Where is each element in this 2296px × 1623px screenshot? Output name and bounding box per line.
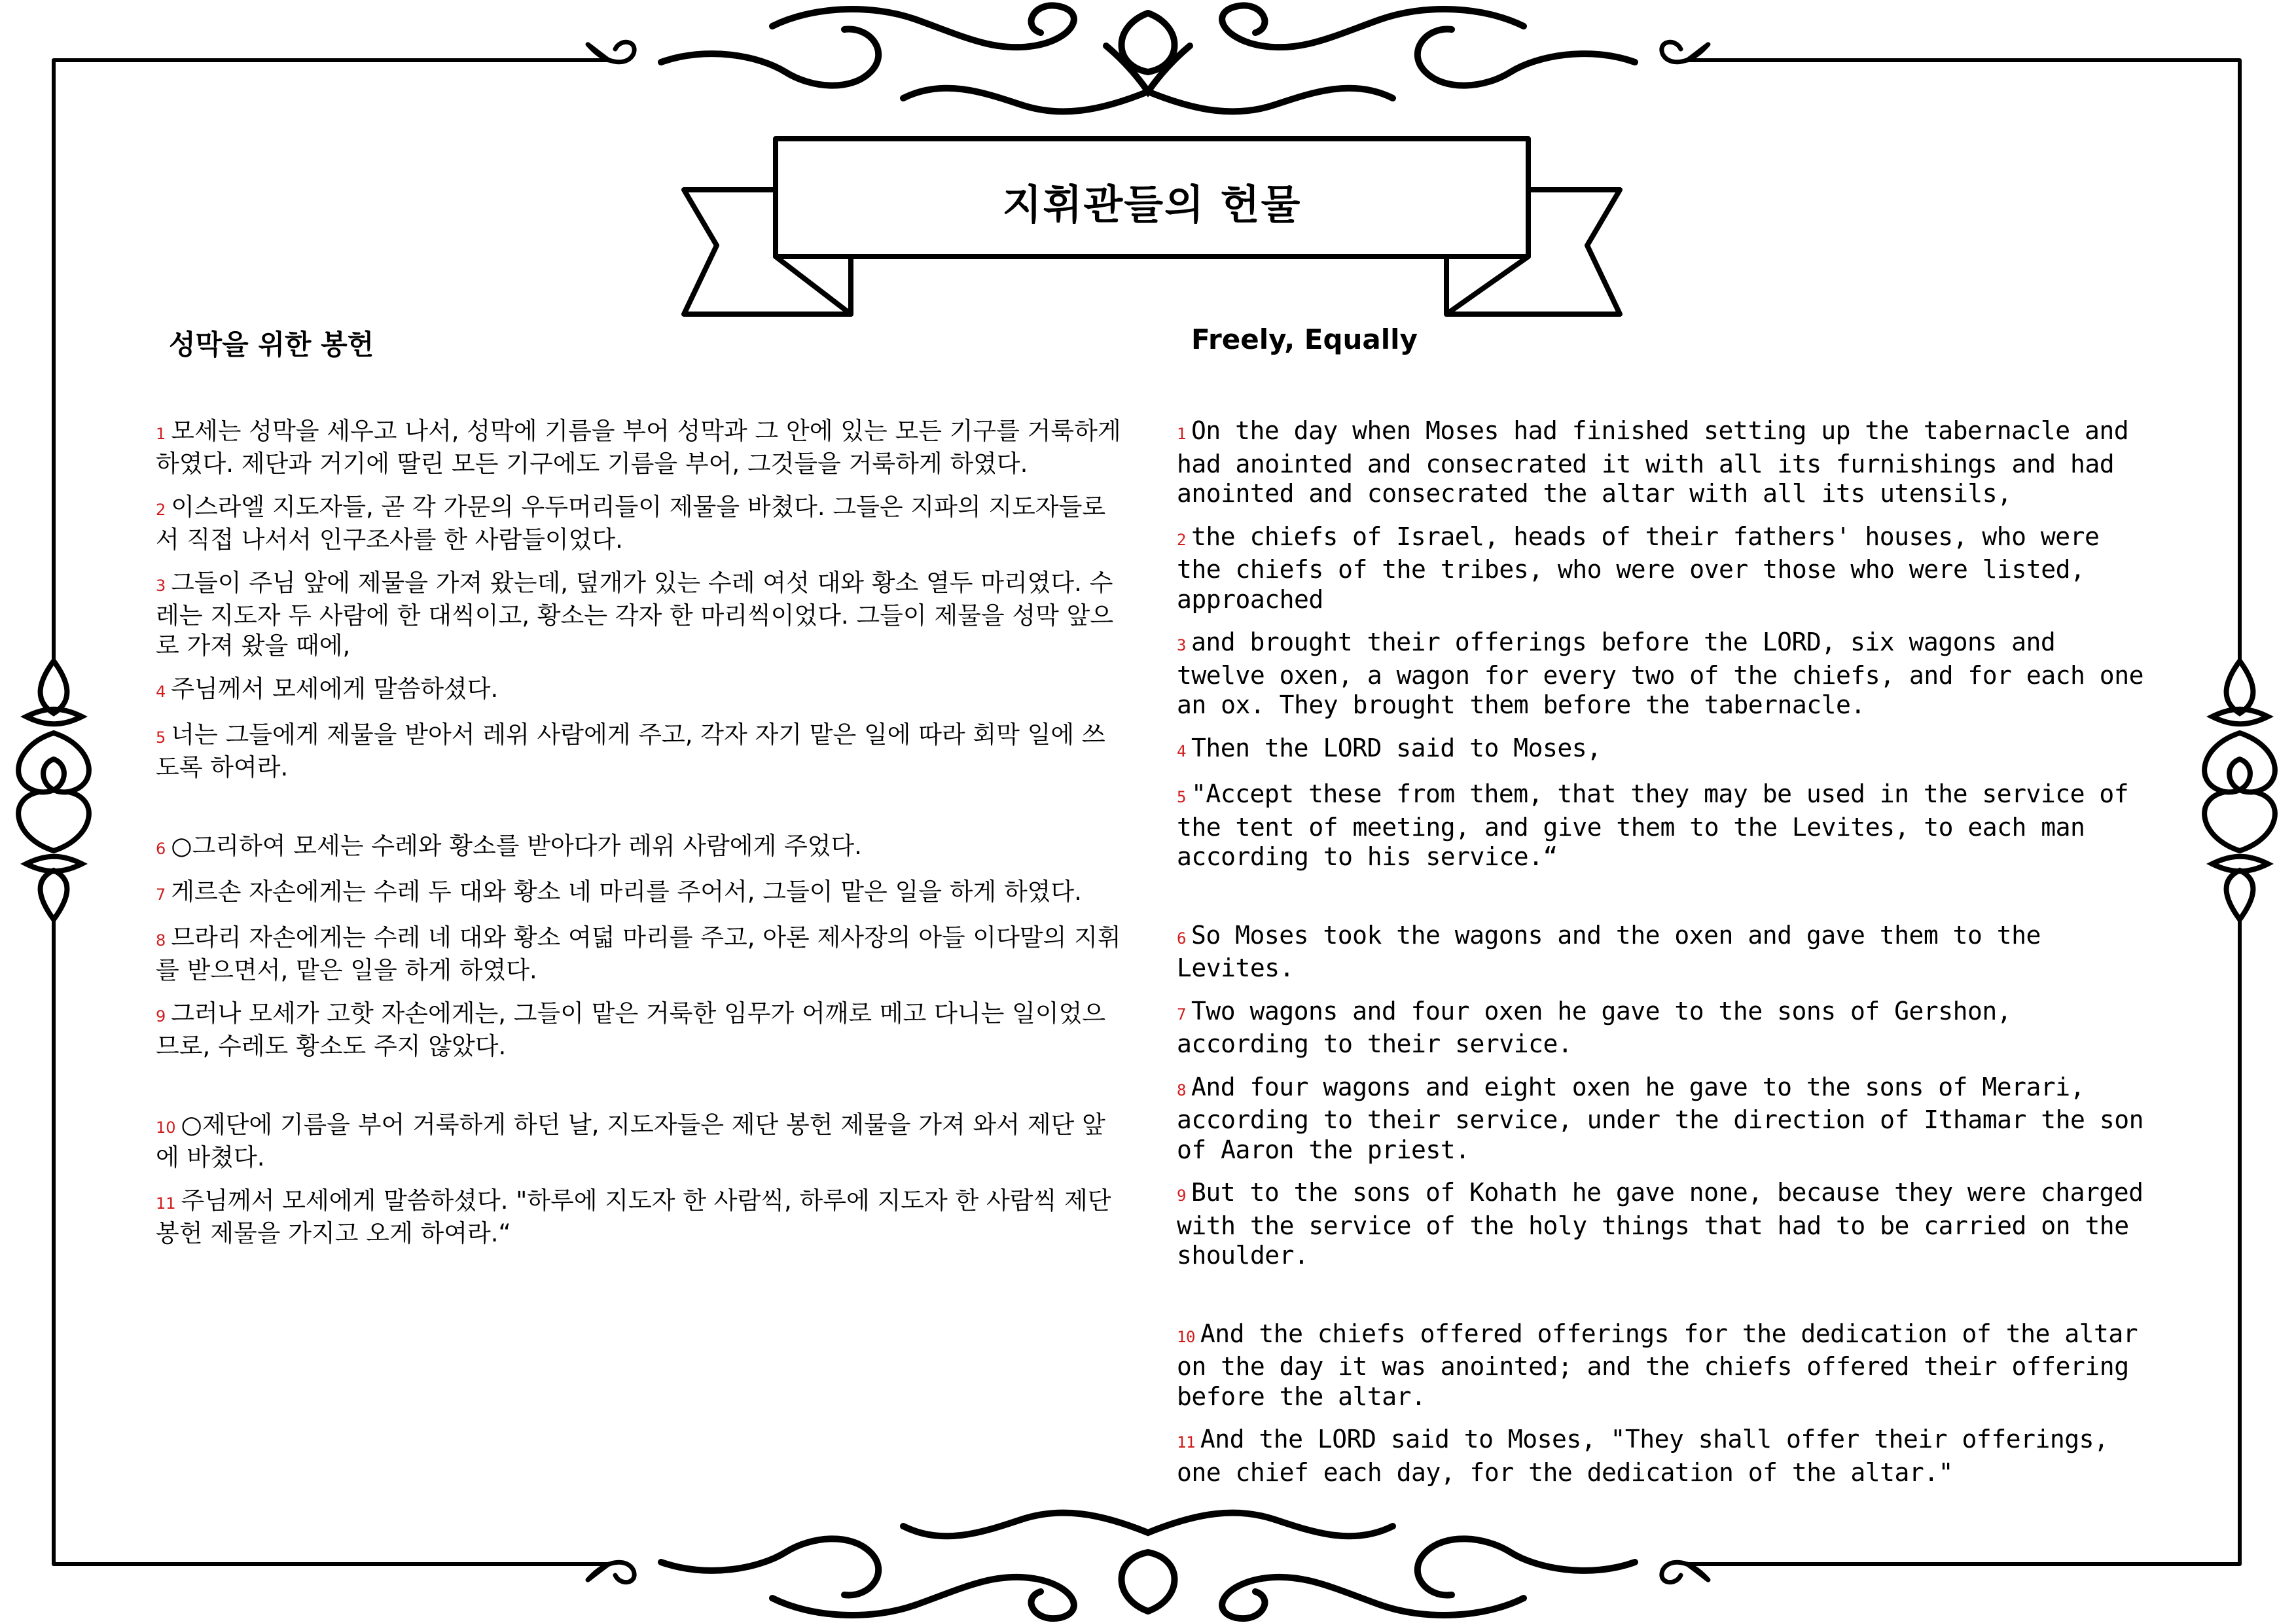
verse-text: 모세는 성막을 세우고 나서, 성막에 기름을 부어 성막과 그 안에 있는 모든 기구를 거룩하게 하였다. 제단과 거기에 딸린 모든 기구에도 기름을 부어, 그것들을 거룩하게 하였다.	[156, 417, 1121, 478]
verse-number: 6	[156, 840, 166, 858]
verse-text: 주님께서 모세에게 말씀하셨다. "하루에 지도자 한 사람씩, 하루에 지도자 한 사람씩 제단 봉헌 제물을 가지고 오게 하여라.“	[156, 1186, 1111, 1247]
english-heading: Freely, Equally	[1191, 323, 1418, 355]
verse-number: 3	[1177, 636, 1186, 654]
verse	[1177, 734, 2145, 767]
verse-text: 주님께서 모세에게 말씀하셨다.	[171, 675, 499, 703]
verse-number: 8	[156, 931, 166, 950]
english-column	[1177, 416, 2145, 1501]
left-side-ornament	[18, 661, 89, 919]
verse-number: 9	[1177, 1186, 1186, 1205]
verse-text: On the day when Moses had finished setting up the tabernacle and had anointed and consecrated it with all its furnishings and had anointed and consecrated the altar with all its utensils,	[1177, 416, 2129, 508]
verse	[156, 923, 1124, 986]
verse-text: So Moses took the wagons and the oxen and gave them to the Levites.	[1177, 920, 2041, 982]
verse	[156, 877, 1124, 910]
verse-text: 므라리 자손에게는 수레 네 대와 황소 여덟 마리를 주고, 아론 제사장의 아들 이다말의 지휘를 받으면서, 맡은 일을 하게 하였다.	[156, 923, 1121, 984]
verse-text: And the chiefs offered offerings for the dedication of the altar on the day it was anointed; and the chiefs offered their offering before the altar.	[1177, 1319, 2138, 1411]
verse-text: 이스라엘 지도자들, 곧 각 가문의 우두머리들이 제물을 바쳤다. 그들은 지파의 지도자들로서 직접 나서서 인구조사를 한 사람들이었다.	[156, 493, 1106, 554]
verse-number: 4	[1177, 741, 1186, 760]
verse-text: Then the LORD said to Moses,	[1191, 733, 1602, 762]
verse-number: 5	[156, 728, 166, 747]
verse	[156, 416, 1124, 479]
verse-number: 7	[1177, 1005, 1186, 1024]
bottom-ornament	[588, 1513, 1708, 1619]
verse	[1177, 1073, 2145, 1166]
verse-number: 6	[1177, 929, 1186, 948]
verse	[156, 720, 1124, 783]
verse-number: 9	[156, 1007, 166, 1026]
verse	[1177, 522, 2145, 615]
korean-heading: 성막을 위한 봉헌	[169, 329, 374, 361]
verse-text: and brought their offerings before the LORD, six wagons and twelve oxen, a wagon for every two of the chiefs, and for each one an ox. They brought them before the tabernacle.	[1177, 628, 2144, 719]
verse-text: 게르손 자손에게는 수레 두 대와 황소 네 마리를 주어서, 그들이 맡은 일을 하게 하였다.	[171, 878, 1082, 906]
verse	[1177, 628, 2145, 721]
verse-text: ○제단에 기름을 부어 거룩하게 하던 날, 지도자들은 제단 봉헌 제물을 가져 와서 제단 앞에 바쳤다.	[156, 1111, 1105, 1171]
verse-number: 2	[156, 501, 166, 519]
verse-text: But to the sons of Kohath he gave none, because they were charged with the service of the holy things that had to be carried on the shoulder.	[1177, 1178, 2144, 1270]
verse-text: And four wagons and eight oxen he gave to the sons of Merari, according to their service, under the direction of Ithamar the son of Aaron the priest.	[1177, 1072, 2144, 1164]
verse-text: 그러나 모세가 고핫 자손에게는, 그들이 맡은 거룩한 임무가 어깨로 메고 다니는 일이었으므로, 수레도 황소도 주지 않았다.	[156, 999, 1106, 1060]
verse	[156, 568, 1124, 661]
verse-number: 2	[1177, 530, 1186, 549]
verse-number: 3	[156, 577, 166, 595]
verse-number: 7	[156, 885, 166, 904]
verse	[1177, 921, 2145, 984]
verse	[1177, 1425, 2145, 1488]
verse	[1177, 1319, 2145, 1412]
verse	[156, 999, 1124, 1061]
verse-number: 10	[156, 1118, 176, 1137]
korean-column	[156, 416, 1124, 1262]
verse-number: 1	[1177, 425, 1186, 443]
verse	[156, 1186, 1124, 1249]
page-title: 지휘관들의 헌물	[1002, 180, 1302, 228]
verse-number: 4	[156, 683, 166, 701]
verse	[156, 674, 1124, 707]
verse-number: 10	[1177, 1327, 1195, 1346]
top-ornament	[588, 5, 1708, 111]
verse-text: "Accept these from them, that they may be used in the service of the tent of meeting, and give them to the Levites, to each man according to his service.“	[1177, 779, 2129, 871]
verse-number: 11	[1177, 1433, 1195, 1452]
verse	[1177, 779, 2145, 872]
verse-number: 1	[156, 425, 166, 443]
verse-text: 너는 그들에게 제물을 받아서 레위 사람에게 주고, 각자 자기 맡은 일에 따라 회막 일에 쓰도록 하여라.	[156, 721, 1105, 781]
verse-number: 11	[156, 1194, 176, 1213]
verse-text: And the LORD said to Moses, "They shall offer their offerings, one chief each day, for the dedication of the altar."	[1177, 1425, 2109, 1487]
verse	[156, 1110, 1124, 1173]
verse	[1177, 1178, 2145, 1271]
verse-text: 그들이 주님 앞에 제물을 가져 왔는데, 덮개가 있는 수레 여섯 대와 황소 열두 마리였다. 수레는 지도자 두 사람에 한 대씩이고, 황소는 각자 한 마리씩이었다. 그들이 제물을 성막 앞으로 가져 왔을 때에,	[156, 569, 1114, 660]
verse-number: 8	[1177, 1080, 1186, 1099]
verse-text: Two wagons and four oxen he gave to the sons of Gershon, according to their service.	[1177, 996, 2012, 1058]
verse-text: the chiefs of Israel, heads of their fathers' houses, who were the chiefs of the tribes, who were over those who were listed, approached	[1177, 522, 2100, 614]
verse	[1177, 416, 2145, 509]
verse	[156, 492, 1124, 555]
verse-number: 5	[1177, 788, 1186, 806]
right-side-ornament	[2204, 661, 2275, 919]
verse	[156, 831, 1124, 864]
verse	[1177, 997, 2145, 1060]
verse-text: ○그리하여 모세는 수레와 황소를 받아다가 레위 사람에게 주었다.	[171, 832, 862, 860]
